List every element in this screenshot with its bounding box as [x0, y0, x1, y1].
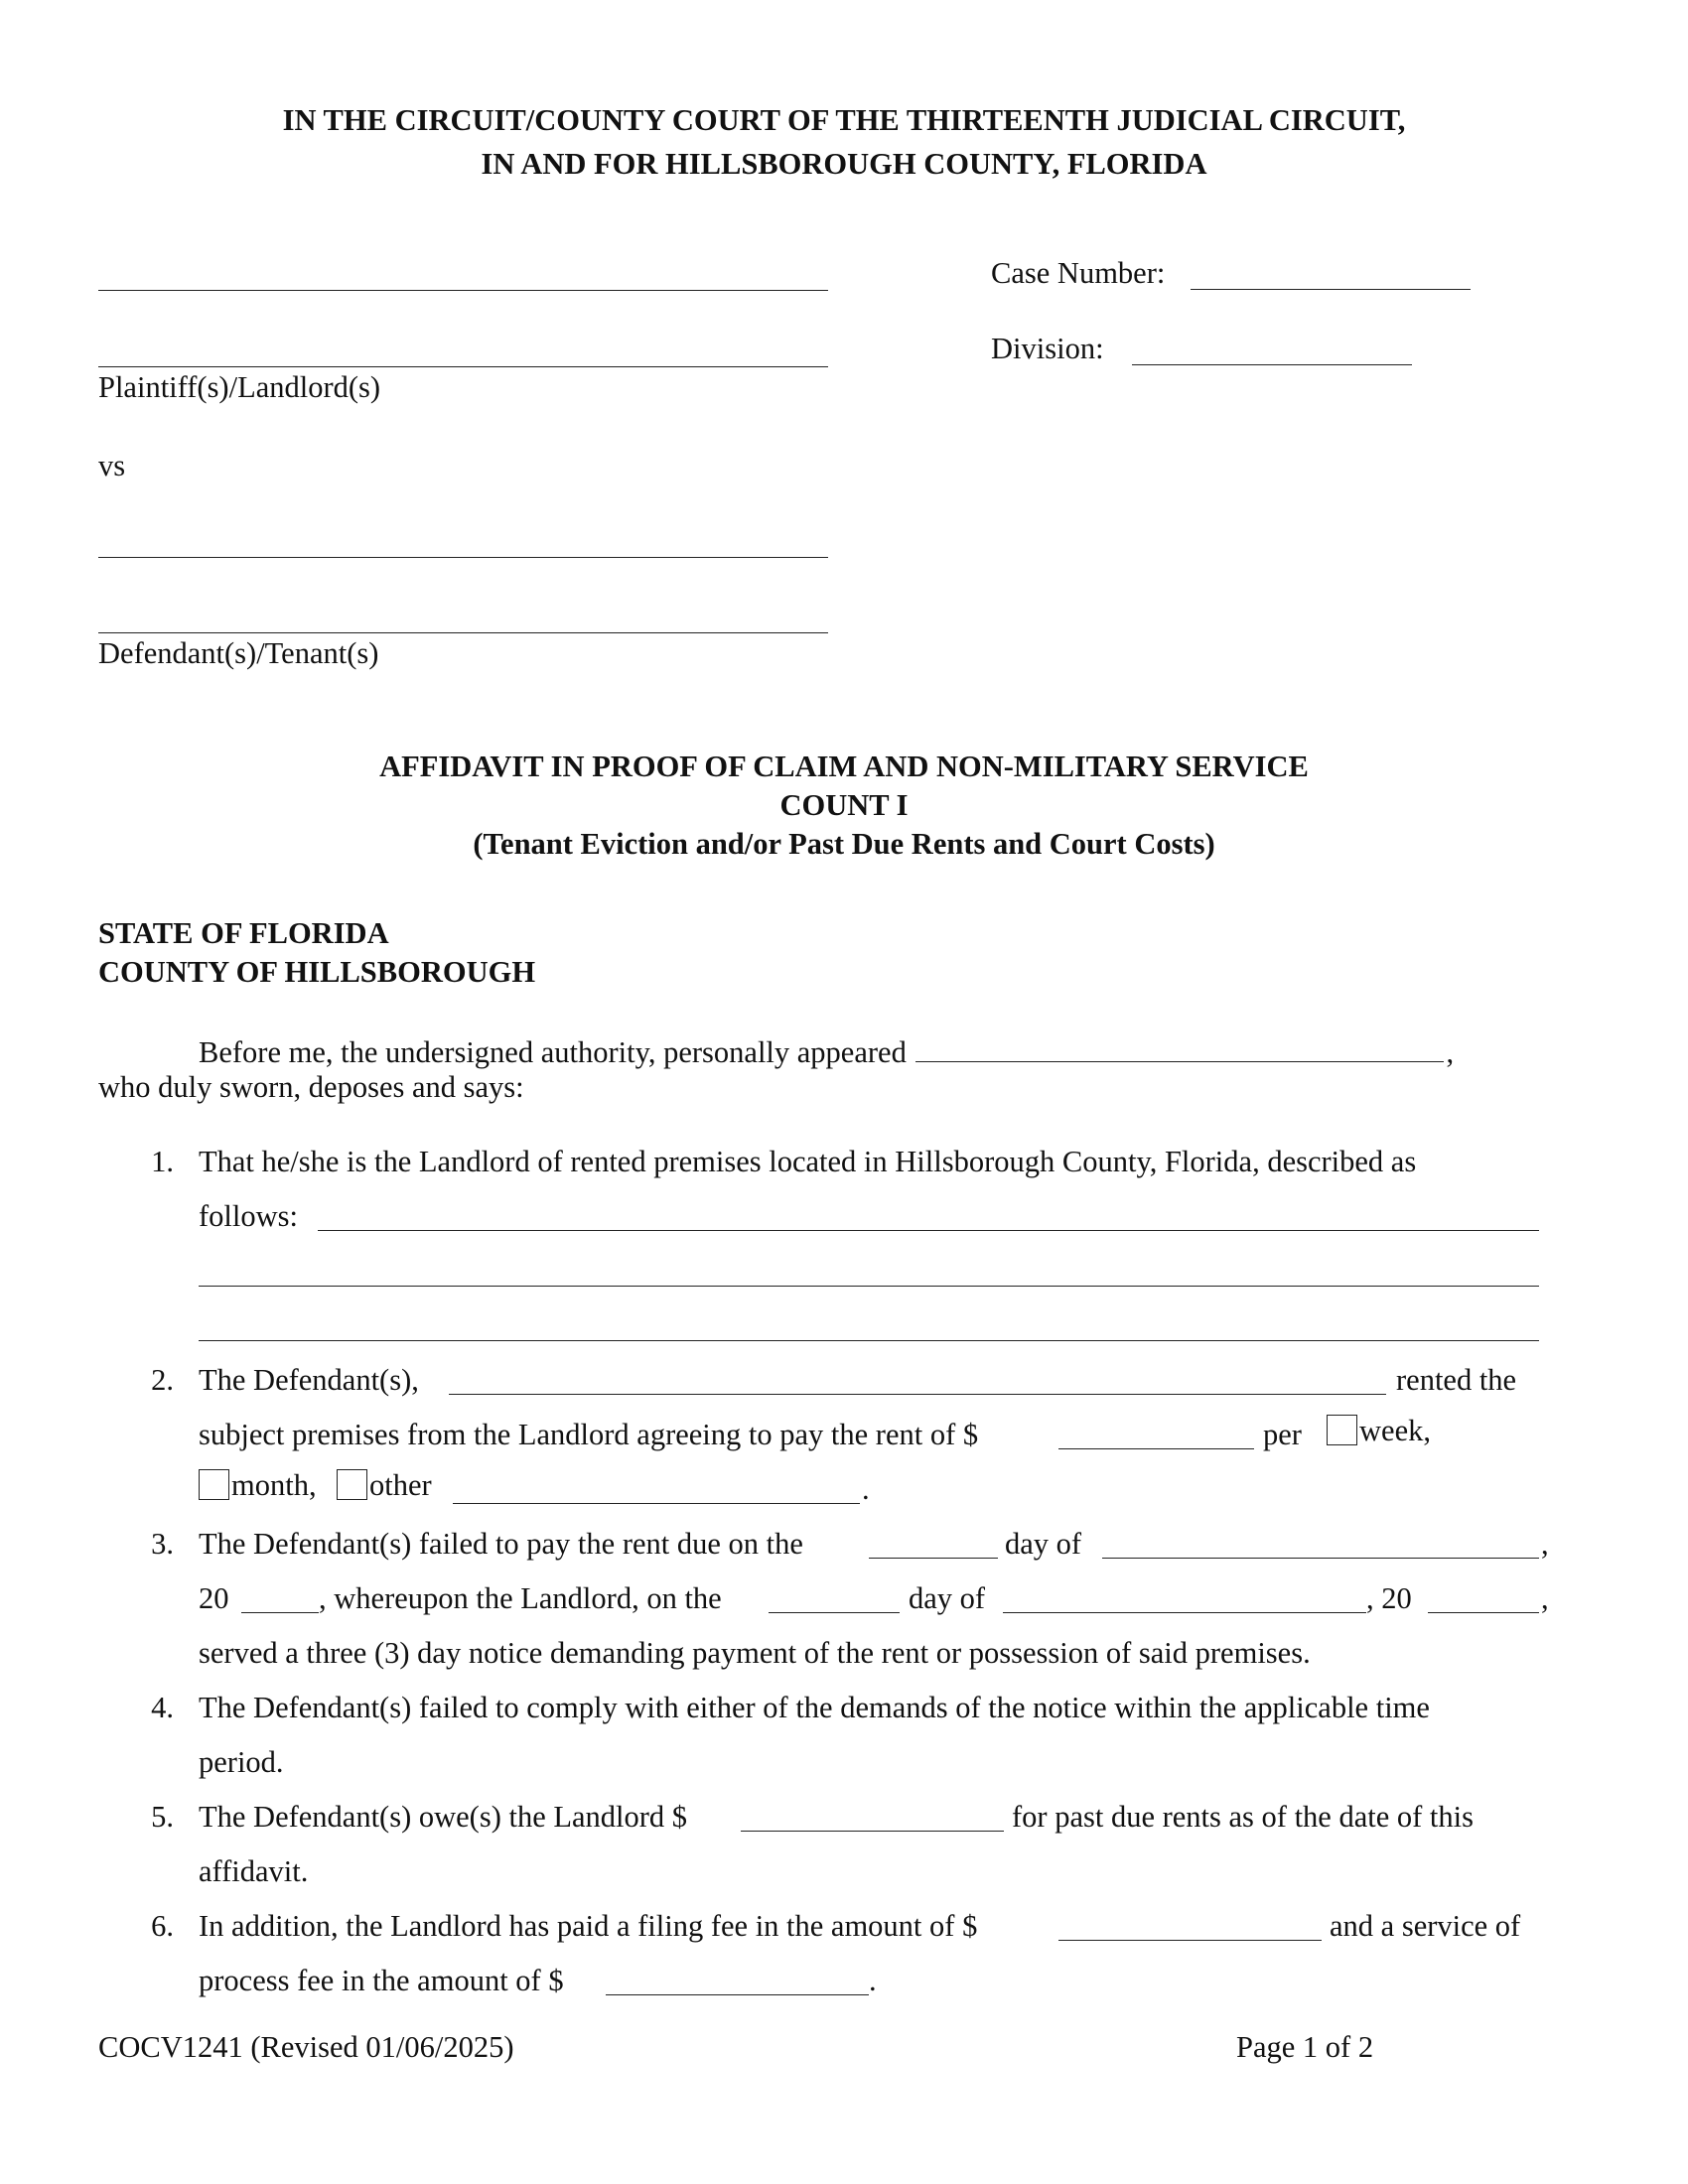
filing-fee-field[interactable]	[1058, 1940, 1322, 1941]
week-label: week,	[1359, 1414, 1431, 1447]
notice-year-field[interactable]	[1428, 1612, 1539, 1613]
intro-line-2: who duly sworn, deposes and says:	[98, 1070, 524, 1104]
item-3-year-prefix: 20	[199, 1581, 229, 1615]
notice-month-field[interactable]	[1003, 1612, 1366, 1613]
other-checkbox[interactable]	[337, 1469, 367, 1500]
defendant-names-field[interactable]	[449, 1394, 1386, 1395]
other-period-field[interactable]	[453, 1503, 860, 1504]
item-5-text: The Defendant(s) owe(s) the Landlord $	[199, 1800, 688, 1834]
rent-amount-field[interactable]	[1058, 1448, 1254, 1449]
rent-due-year-field[interactable]	[241, 1612, 319, 1613]
premises-description-line-3[interactable]	[199, 1340, 1539, 1341]
item-3-text: The Defendant(s) failed to pay the rent due on the	[199, 1527, 803, 1561]
item-4-line-2: period.	[199, 1745, 284, 1779]
item-5-text-2: for past due rents as of the date of this	[1012, 1800, 1474, 1834]
item-5-number: 5.	[151, 1800, 174, 1834]
item-6-number: 6.	[151, 1909, 174, 1943]
defendant-name-line-2[interactable]	[98, 632, 828, 633]
item-4-text: The Defendant(s) failed to comply with either of the demands of the notice within the applicable time	[199, 1691, 1430, 1724]
affidavit-title: AFFIDAVIT IN PROOF OF CLAIM AND NON-MILITARY SERVICE	[379, 750, 1309, 783]
past-due-amount-field[interactable]	[741, 1831, 1004, 1832]
notice-day-field[interactable]	[769, 1612, 900, 1613]
item-3-whereupon: , whereupon the Landlord, on the	[319, 1581, 722, 1615]
item-2-rented: rented the	[1396, 1363, 1517, 1397]
affiant-name-field[interactable]	[915, 1032, 1444, 1062]
item-3-day-of-2: day of	[909, 1581, 986, 1615]
week-option[interactable]	[1327, 1415, 1431, 1446]
item-3-line-3: served a three (3) day notice demanding payment of the rent or possession of said premises.	[199, 1636, 1311, 1670]
month-option[interactable]	[199, 1469, 317, 1501]
month-checkbox[interactable]	[199, 1469, 229, 1500]
case-number-field[interactable]	[1191, 289, 1471, 290]
intro-comma: ,	[1446, 1034, 1455, 1069]
item-3-year-prefix-2: , 20	[1366, 1581, 1412, 1615]
item-5-line-2: affidavit.	[199, 1854, 309, 1888]
plaintiff-name-line-2[interactable]	[98, 366, 828, 367]
form-identifier: COCV1241 (Revised 01/06/2025)	[98, 2030, 514, 2064]
other-option[interactable]	[337, 1469, 432, 1501]
rent-due-month-field[interactable]	[1102, 1558, 1539, 1559]
defendant-name-line-1[interactable]	[98, 557, 828, 558]
month-label: month,	[231, 1468, 317, 1502]
item-2-per: per	[1263, 1418, 1302, 1451]
rent-due-day-field[interactable]	[869, 1558, 998, 1559]
premises-description-line-2[interactable]	[199, 1286, 1539, 1287]
item-4-number: 4.	[151, 1691, 174, 1724]
premises-description-line-1[interactable]	[318, 1230, 1539, 1231]
item-6-period: .	[869, 1964, 877, 1997]
page-number: Page 1 of 2	[1236, 2030, 1374, 2064]
versus-label: vs	[98, 449, 126, 482]
item-6-text-2: and a service of	[1330, 1909, 1521, 1943]
item-2-number: 2.	[151, 1363, 174, 1397]
defendant-label: Defendant(s)/Tenant(s)	[98, 636, 379, 670]
item-2-rent-text: subject premises from the Landlord agreeing to pay the rent of $	[199, 1418, 979, 1451]
court-heading-line-2: IN AND FOR HILLSBOROUGH COUNTY, FLORIDA	[481, 147, 1207, 181]
affidavit-subtitle: (Tenant Eviction and/or Past Due Rents and Court Costs)	[473, 827, 1215, 861]
item-6-text: In addition, the Landlord has paid a filing fee in the amount of $	[199, 1909, 978, 1943]
item-1-text: That he/she is the Landlord of rented premises located in Hillsborough County, Florida, described as	[199, 1145, 1417, 1178]
case-number-label: Case Number:	[991, 256, 1166, 290]
intro-line-1	[199, 1032, 1454, 1067]
division-field[interactable]	[1132, 364, 1412, 365]
item-3-day-of: day of	[1005, 1527, 1082, 1561]
venue-state: STATE OF FLORIDA	[98, 916, 389, 950]
court-heading-line-1: IN THE CIRCUIT/COUNTY COURT OF THE THIRTEENTH JUDICIAL CIRCUIT,	[282, 103, 1406, 137]
other-label: other	[369, 1468, 432, 1502]
week-checkbox[interactable]	[1327, 1415, 1357, 1445]
item-6-line-2: process fee in the amount of $	[199, 1964, 564, 1997]
item-1-follows: follows:	[199, 1199, 298, 1233]
venue-county: COUNTY OF HILLSBOROUGH	[98, 955, 536, 989]
count-label: COUNT I	[779, 788, 909, 822]
plaintiff-label: Plaintiff(s)/Landlord(s)	[98, 370, 381, 404]
intro-text: Before me, the undersigned authority, personally appeared	[199, 1034, 907, 1069]
item-2-text: The Defendant(s),	[199, 1363, 419, 1397]
item-3-comma: ,	[1541, 1527, 1549, 1561]
item-2-period: .	[862, 1472, 870, 1506]
plaintiff-name-line-1[interactable]	[98, 290, 828, 291]
service-fee-field[interactable]	[606, 1994, 869, 1995]
division-label: Division:	[991, 332, 1104, 365]
item-3-comma-2: ,	[1541, 1581, 1549, 1615]
item-3-number: 3.	[151, 1527, 174, 1561]
item-1-number: 1.	[151, 1145, 174, 1178]
